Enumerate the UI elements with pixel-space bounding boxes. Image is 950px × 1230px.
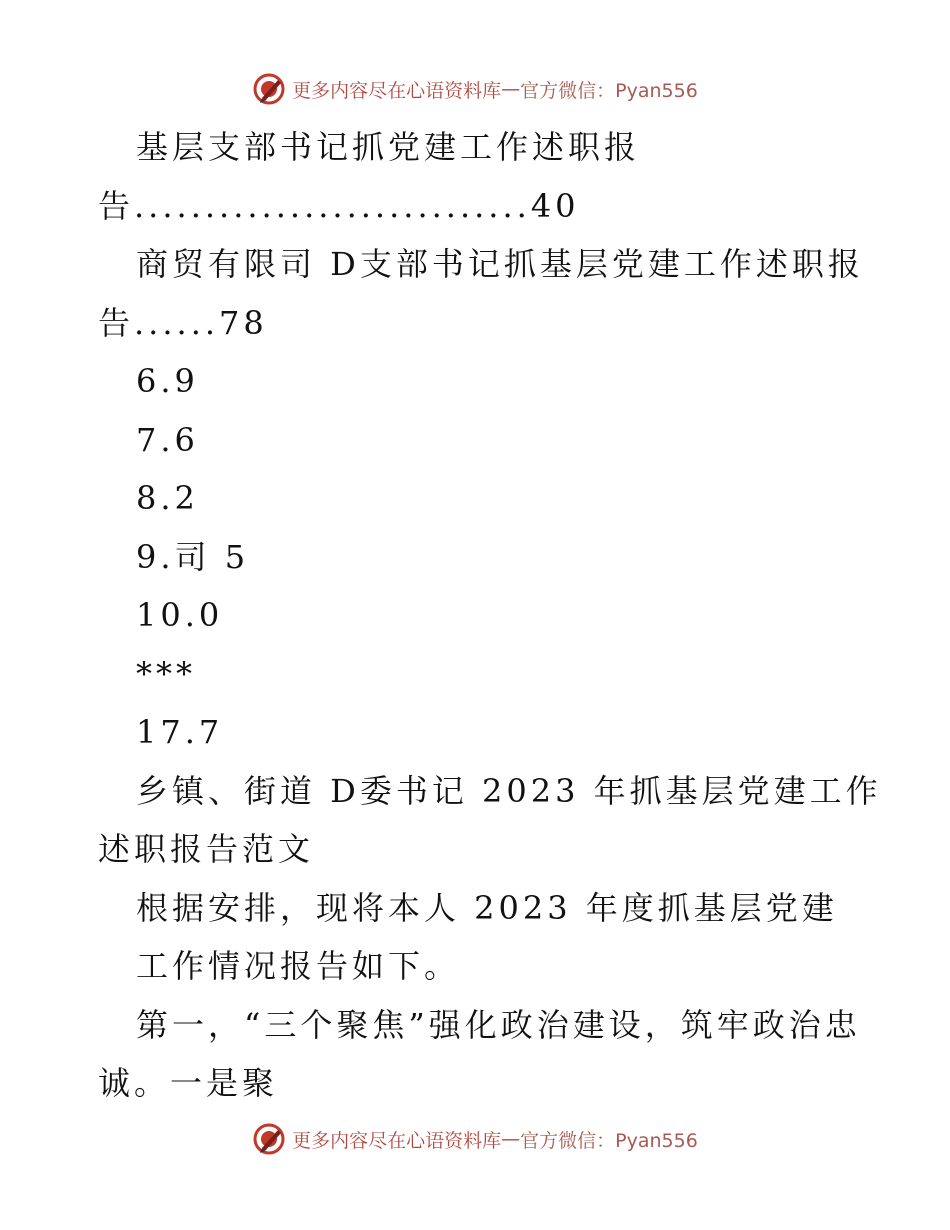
watermark-left-text: 更多内容尽在心语资料库 bbox=[292, 1129, 502, 1152]
watermark-right-text: 官方微信：Pyan556 bbox=[520, 79, 698, 102]
paragraph-line-4: 诚。一是聚 bbox=[98, 1064, 279, 1102]
toc-line-11: 17.7 bbox=[136, 713, 224, 751]
toc-line-7: 8.2 bbox=[136, 479, 199, 517]
document-title-line-1: 乡镇、街道 D委书记 2023 年抓基层党建工作 bbox=[136, 771, 882, 810]
toc-line-9: 10.0 bbox=[136, 596, 224, 634]
toc-line-6: 7.6 bbox=[136, 420, 199, 459]
document-body bbox=[98, 118, 882, 1113]
toc-line-8: 9.司 5 bbox=[136, 537, 250, 576]
toc-line-1: 基层支部书记抓党建工作述职报 bbox=[136, 128, 641, 166]
toc-line-2: 告............................40 bbox=[98, 186, 580, 225]
watermark-dash: — bbox=[501, 1128, 521, 1150]
paragraph-line-2: 工作情况报告如下。 bbox=[136, 947, 461, 985]
toc-line-5: 6.9 bbox=[136, 362, 199, 400]
footer-watermark bbox=[0, 1122, 950, 1156]
watermark-dash: — bbox=[501, 78, 521, 100]
watermark-left-text: 更多内容尽在心语资料库 bbox=[292, 79, 502, 102]
paragraph-line-1: 根据安排，现将本人 2023 年度抓基层党建 bbox=[136, 888, 838, 927]
toc-line-10: *** bbox=[136, 654, 196, 693]
pen-logo-icon bbox=[252, 1122, 286, 1156]
document-title-line-2: 述职报告范文 bbox=[98, 830, 315, 868]
toc-line-4: 告......78 bbox=[98, 303, 268, 342]
watermark-right-text: 官方微信：Pyan556 bbox=[520, 1129, 698, 1152]
header-watermark bbox=[0, 72, 950, 106]
pen-logo-icon bbox=[252, 72, 286, 106]
paragraph-line-3: 第一，“三个聚焦”强化政治建设，筑牢政治忠 bbox=[136, 1005, 861, 1044]
toc-line-3: 商贸有限司 D支部书记抓基层党建工作述职报 bbox=[136, 245, 864, 283]
